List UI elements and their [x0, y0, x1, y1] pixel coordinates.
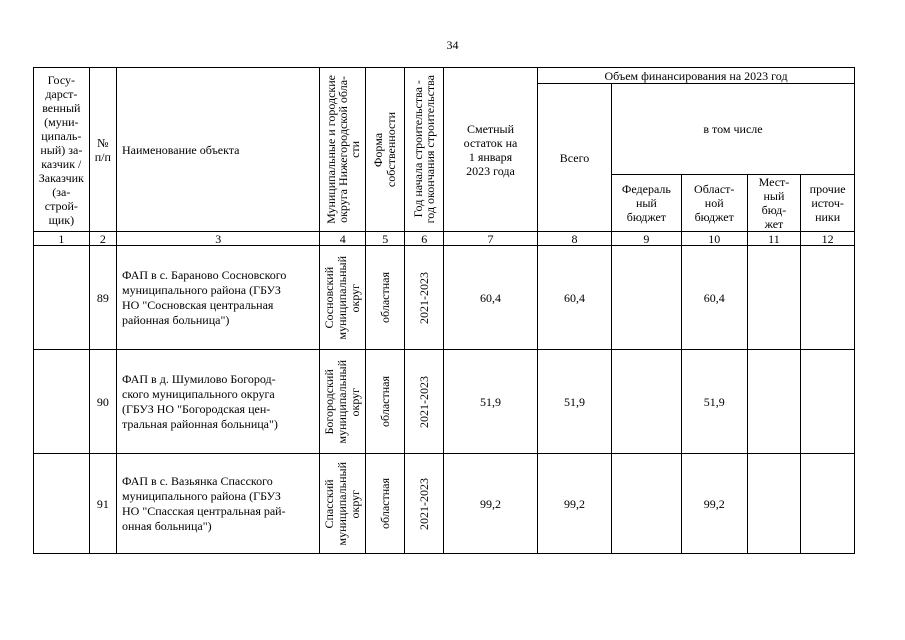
header-local: Мест- ный бюд- жет — [747, 175, 801, 232]
column-number: 8 — [538, 232, 612, 246]
column-number: 3 — [117, 232, 320, 246]
cell-municipality: Богородский муниципальный округ — [320, 350, 366, 454]
header-num: № п/п — [89, 68, 116, 232]
column-number: 5 — [366, 232, 405, 246]
cell-name: ФАП в с. Бараново Сосновского муниципального района (ГБУЗ НО "Сосновская центральная районная больница") — [117, 246, 320, 350]
cell-local — [747, 350, 801, 454]
column-number: 7 — [443, 232, 537, 246]
cell-regional: 99,2 — [681, 454, 747, 554]
header-federal: Федераль ный бюджет — [611, 175, 681, 232]
header-regional: Област- ной бюджет — [681, 175, 747, 232]
header-total: Всего — [538, 84, 612, 232]
column-number: 1 — [34, 232, 90, 246]
header-other: прочие источ- ники — [801, 175, 855, 232]
header-years: Год начала строительства - год окончания строительства — [405, 68, 443, 232]
cell-ownership: областная — [366, 454, 405, 554]
cell-regional: 60,4 — [681, 246, 747, 350]
cell-regional: 51,9 — [681, 350, 747, 454]
column-number: 6 — [405, 232, 443, 246]
cell-municipality: Спасский муниципальный округ — [320, 454, 366, 554]
cell-other — [801, 246, 855, 350]
cell-num: 89 — [89, 246, 116, 350]
cell-remaining: 99,2 — [443, 454, 537, 554]
cell-total: 99,2 — [538, 454, 612, 554]
header-customer: Госу- дарст- венный (муни- ципаль- ный) за- казчик / Заказчик (за- строй- щик) — [34, 68, 90, 232]
cell-num: 90 — [89, 350, 116, 454]
cell-federal — [611, 246, 681, 350]
cell-ownership: областная — [366, 350, 405, 454]
cell-federal — [611, 350, 681, 454]
column-number: 12 — [801, 232, 855, 246]
cell-customer — [34, 454, 90, 554]
cell-other — [801, 350, 855, 454]
header-remaining: Сметный остаток на 1 января 2023 года — [443, 68, 537, 232]
cell-other — [801, 454, 855, 554]
cell-local — [747, 246, 801, 350]
column-number: 4 — [320, 232, 366, 246]
cell-municipality: Сосновский муниципальный округ — [320, 246, 366, 350]
cell-total: 51,9 — [538, 350, 612, 454]
header-name: Наименование объекта — [117, 68, 320, 232]
cell-years: 2021-2023 — [405, 454, 443, 554]
cell-total: 60,4 — [538, 246, 612, 350]
cell-name: ФАП в д. Шумилово Богород- ского муниципального округа (ГБУЗ НО "Богородская цен- тральная районная больница") — [117, 350, 320, 454]
column-number: 11 — [747, 232, 801, 246]
column-numbers-row — [34, 232, 855, 246]
cell-num: 91 — [89, 454, 116, 554]
table-row — [34, 454, 855, 554]
cell-ownership: областная — [366, 246, 405, 350]
page-number: 34 — [446, 38, 459, 52]
cell-federal — [611, 454, 681, 554]
table-row — [34, 246, 855, 350]
cell-years: 2021-2023 — [405, 246, 443, 350]
header-including: в том числе — [611, 84, 854, 175]
cell-local — [747, 454, 801, 554]
table-row — [34, 350, 855, 454]
header-funding-group: Объем финансирования на 2023 год — [538, 68, 855, 84]
cell-remaining: 51,9 — [443, 350, 537, 454]
cell-years: 2021-2023 — [405, 350, 443, 454]
financing-table — [33, 67, 855, 554]
header-municipality: Муниципальные и городские округа Нижегородской обла- сти — [320, 68, 366, 232]
cell-remaining: 60,4 — [443, 246, 537, 350]
column-number: 2 — [89, 232, 116, 246]
header-row-1 — [34, 68, 855, 84]
column-number: 10 — [681, 232, 747, 246]
cell-name: ФАП в с. Вазьянка Спасского муниципального района (ГБУЗ НО "Спасская центральная рай- онная больница") — [117, 454, 320, 554]
column-number: 9 — [611, 232, 681, 246]
cell-customer — [34, 350, 90, 454]
cell-customer — [34, 246, 90, 350]
header-ownership: Форма собственности — [366, 68, 405, 232]
